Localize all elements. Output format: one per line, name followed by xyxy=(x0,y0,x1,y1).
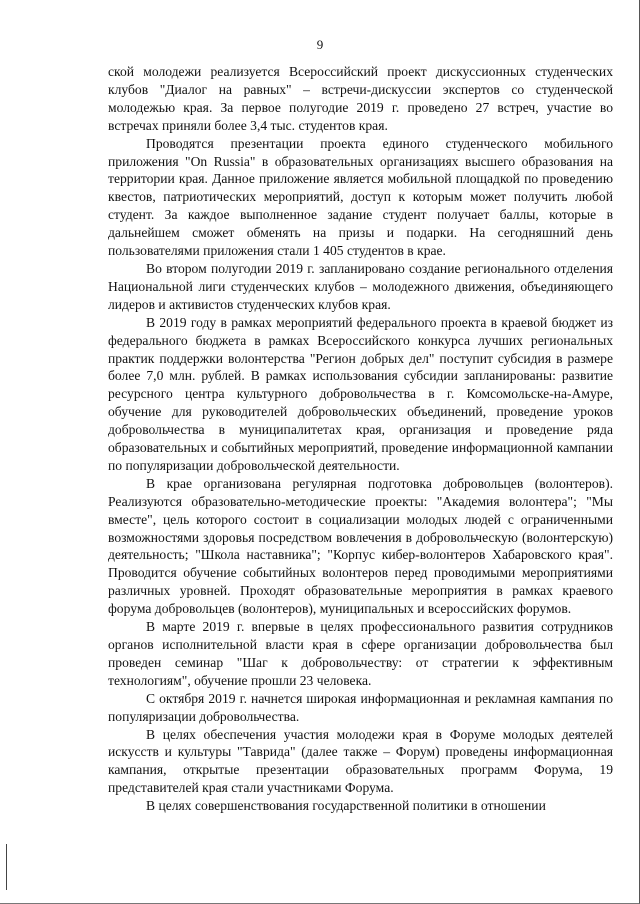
paragraph-volunteering-subsidy: В 2019 году в рамках мероприятий федерального проекта в краевой бюджет из федерального бюджета в рамках Всероссийского конкурса лучших региональных практик поддержки волонтерства "Регион добрых дел" поступит субсидия в размере более 7,0 млн. рублей. В рамках использования субсидии запланированы: развитие ресурсного центра культурного добровольчества в г. Комсомольске-на-Амуре, обучение для руководителей добровольческих объединений, проведение уроков добровольчества в муниципалитетах края, организация и проведение ряда образовательных и событийных мероприятий, проведение информационной кампании по популяризации добровольческой деятельности. xyxy=(108,314,613,473)
paragraph-continuation: ской молодежи реализуется Всероссийский проект дискуссионных студенческих клубов "Диалог на равных" – встречи-дискуссии экспертов со студенческой молодежью края. За первое полугодие 2019 г. проведено 27 встреч, участие во встречах приняли более 3,4 тыс. студентов края. xyxy=(108,64,613,133)
page-number: 9 xyxy=(316,37,324,52)
paragraph-seminar: В марте 2019 г. впервые в целях профессионального развития сотрудников органов исполнительной власти края в сфере организации добровольчества был проведен семинар "Шаг к добровольчеству: от стратегии к эффективным технологиям", обучение прошли 23 человека. xyxy=(108,619,613,688)
paragraph-state-policy: В целях совершенствования государственной политики в отношении xyxy=(146,798,546,814)
document-body xyxy=(108,63,613,815)
scan-edge-mark xyxy=(6,844,7,890)
paragraph-ad-campaign: С октября 2019 г. начнется широкая информационная и рекламная кампания по популяризации добровольчества. xyxy=(108,690,613,724)
paragraph-tavrida-forum: В целях обеспечения участия молодежи края в Форуме молодых деятелей искусств и культуры "Таврида" (далее также – Форум) проведены информационная кампания, открытые презентации образовательных программ Форума, 19 представителей края стали участниками Форума. xyxy=(108,726,613,796)
paragraph-on-russia-app: Проводятся презентации проекта единого студенческого мобильного приложения "On Russia" в образовательных организациях высшего образования на территории края. Данное приложение является мобильной площадкой по проведению квестов, патриотических мероприятий, доступ к которым может получить любой студент. За каждое выполненное задание студент получает баллы, которые в дальнейшем сможет обменять на призы и подарки. На сегодняшний день пользователями приложения стали 1 405 студентов в крае. xyxy=(108,135,613,259)
paragraph-volunteer-training: В крае организована регулярная подготовка добровольцев (волонтеров). Реализуются образовательно-методические проекты: "Академия волонтера"; "Мы вместе", цель которого состоит в социализации молодых людей с ограниченными возможностями здоровья посредством вовлечения в добровольческую (волонтерскую) деятельность; "Школа наставника"; "Корпус кибер-волонтеров Хабаровского края". Проводится обучение событийных волонтеров перед проводимыми мероприятиями различных уровней. Проходят образовательные мероприятия в рамках краевого форума добровольцев (волонтеров), муниципальных и всероссийских форумов. xyxy=(108,475,613,617)
paragraph-student-clubs-league: Во втором полугодии 2019 г. запланировано создание регионального отделения Национальной лиги студенческих клубов – молодежного движения, объединяющего лидеров и активистов студенческих клубов края. xyxy=(108,260,613,312)
